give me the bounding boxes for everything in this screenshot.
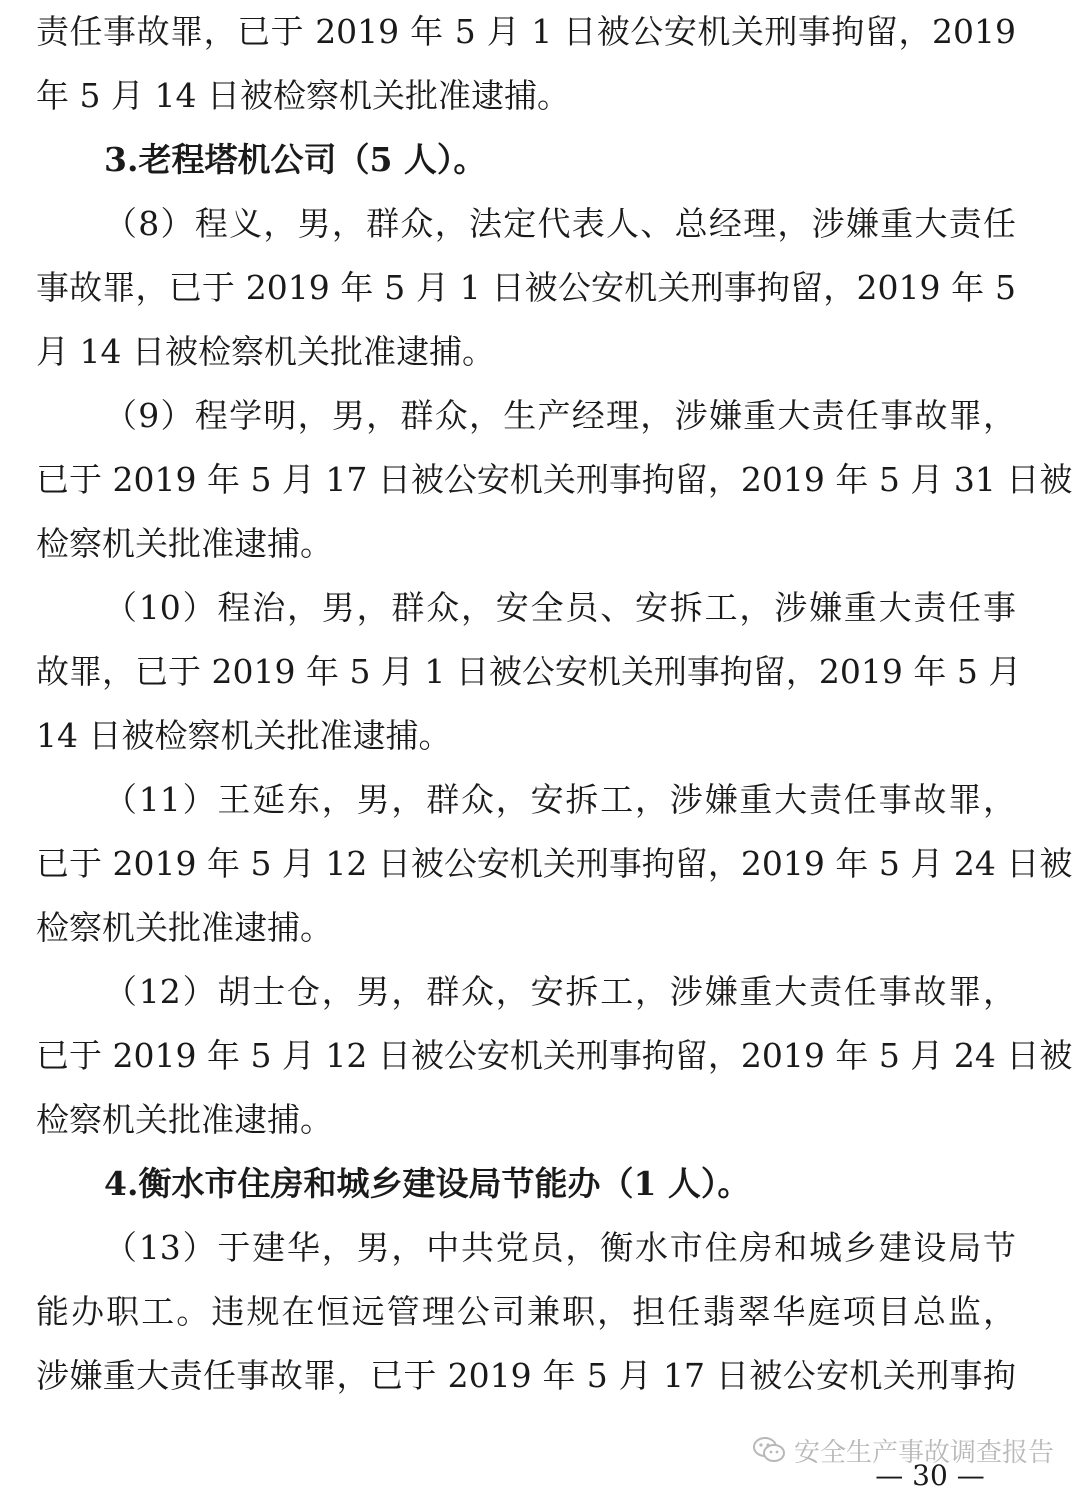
text-line: 涉嫌重大责任事故罪，已于 2019 年 5 月 17 日被公安机关刑事拘: [36, 1356, 1016, 1395]
text-line: 事故罪，已于 2019 年 5 月 1 日被公安机关刑事拘留，2019 年 5: [36, 268, 1016, 307]
text-line: 检察机关批准逮捕。: [36, 524, 333, 563]
section-heading: 4.衡水市住房和城乡建设局节能办（1 人）。: [104, 1164, 751, 1203]
text-line: 故罪，已于 2019 年 5 月 1 日被公安机关刑事拘留，2019 年 5 月: [36, 652, 1022, 691]
text-line: （10）程治，男，群众，安全员、安拆工，涉嫌重大责任事: [104, 588, 1016, 627]
text-line: 责任事故罪，已于 2019 年 5 月 1 日被公安机关刑事拘留，2019: [36, 12, 1016, 51]
text-line: 检察机关批准逮捕。: [36, 908, 333, 947]
page-number: — 30 —: [875, 1459, 985, 1492]
text-line: 检察机关批准逮捕。: [36, 1100, 333, 1139]
text-line: （13）于建华，男，中共党员，衡水市住房和城乡建设局节: [104, 1228, 1016, 1267]
text-line: 14 日被检察机关批准逮捕。: [36, 716, 452, 755]
text-line: 已于 2019 年 5 月 12 日被公安机关刑事拘留，2019 年 5 月 24 日被: [36, 1036, 1073, 1075]
text-line: 已于 2019 年 5 月 12 日被公安机关刑事拘留，2019 年 5 月 24 日被: [36, 844, 1073, 883]
watermark-text: 安全生产事故调查报告: [794, 1437, 1055, 1468]
text-line: 年 5 月 14 日被检察机关批准逮捕。: [36, 76, 570, 115]
text-line: 已于 2019 年 5 月 17 日被公安机关刑事拘留，2019 年 5 月 31 日被: [36, 460, 1073, 499]
text-line: 月 14 日被检察机关批准逮捕。: [36, 332, 495, 371]
text-line: （8）程义，男，群众，法定代表人、总经理，涉嫌重大责任: [104, 204, 1016, 243]
text-line: （12）胡士仓，男，群众，安拆工，涉嫌重大责任事故罪，: [104, 972, 1016, 1011]
section-heading: 3.老程塔机公司（5 人）。: [104, 140, 487, 179]
text-line: （9）程学明，男，群众，生产经理，涉嫌重大责任事故罪，: [104, 396, 1016, 435]
text-line: （11）王延东，男，群众，安拆工，涉嫌重大责任事故罪，: [104, 780, 1016, 819]
wechat-icon: [752, 1436, 786, 1464]
text-line: 能办职工。违规在恒远管理公司兼职，担任翡翠华庭项目总监，: [36, 1292, 1016, 1331]
